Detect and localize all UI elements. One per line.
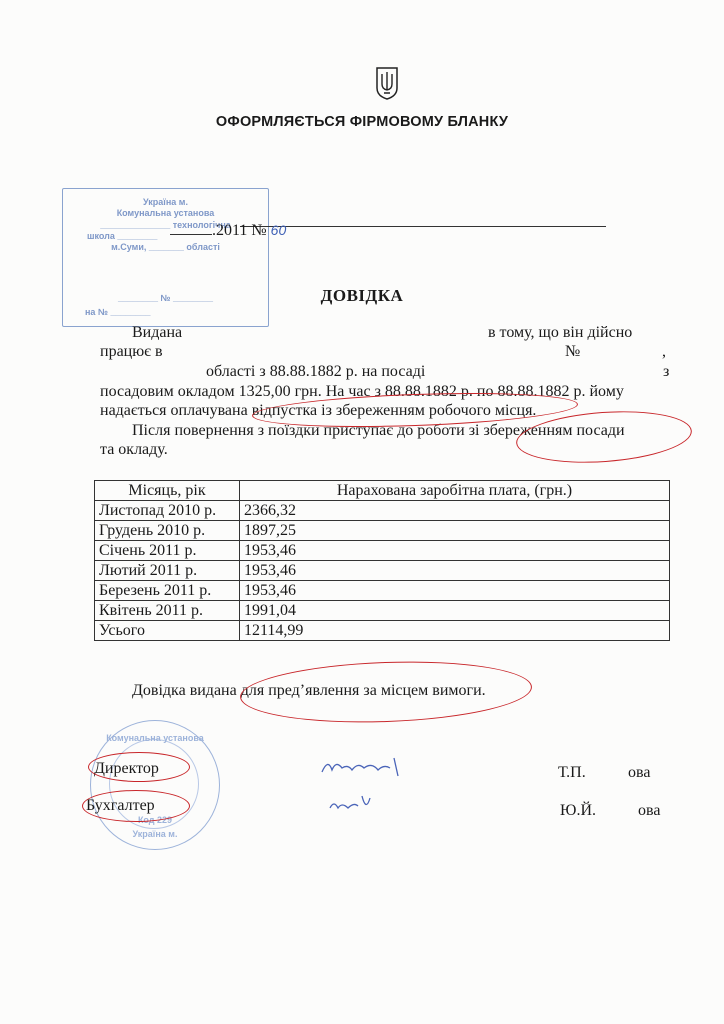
stamp-line: ________ № ________ bbox=[117, 293, 214, 303]
accountant-label: Бухгалтер bbox=[86, 797, 155, 814]
handwritten-number: 60 bbox=[270, 222, 287, 238]
month-cell: Грудень 2010 р. bbox=[95, 521, 240, 541]
seal-top-text: Комунальна установа bbox=[106, 733, 204, 743]
text-line: , bbox=[662, 343, 666, 360]
month-cell: Листопад 2010 р. bbox=[95, 501, 240, 521]
annotation-oval bbox=[239, 657, 533, 727]
table-header-row bbox=[95, 481, 670, 501]
text-line: з bbox=[663, 363, 670, 380]
month-cell: Квітень 2011 р. bbox=[95, 601, 240, 621]
amount-cell: 1953,46 bbox=[240, 561, 670, 581]
amount-cell: 1953,46 bbox=[240, 581, 670, 601]
table-row bbox=[95, 581, 670, 601]
purpose-text: Довідка видана для пред’явлення за місцем вимоги. bbox=[132, 682, 486, 699]
stamp-line: на № ________ bbox=[85, 307, 151, 317]
stamp-line: Комунальна установа bbox=[116, 208, 215, 218]
stamp-line: школа ________ bbox=[87, 231, 158, 241]
salary-table bbox=[94, 480, 670, 641]
date-year: .2011 bbox=[212, 222, 248, 239]
column-header: Нарахована заробітна плата, (грн.) bbox=[240, 481, 670, 501]
amount-cell: 1897,25 bbox=[240, 521, 670, 541]
table-row bbox=[95, 541, 670, 561]
amount-cell: 2366,32 bbox=[240, 501, 670, 521]
director-signature bbox=[318, 752, 408, 782]
text-line: № bbox=[565, 343, 581, 360]
table-row bbox=[95, 501, 670, 521]
text-line: Після повернення з поїздки приступає до роботи зі збереженням посади bbox=[132, 422, 625, 439]
amount-cell: 1991,04 bbox=[240, 601, 670, 621]
text-line: надається оплачувана відпустка із збереженням робочого місця. bbox=[100, 402, 537, 419]
date-number-line bbox=[170, 222, 286, 240]
trident-emblem-icon bbox=[374, 66, 400, 100]
director-initials: Т.П. bbox=[558, 764, 586, 781]
text-line: Видана bbox=[132, 324, 183, 341]
accountant-initials: Ю.Й. bbox=[560, 802, 596, 819]
seal-bottom-text: Україна м. bbox=[132, 829, 178, 839]
column-header: Місяць, рік bbox=[95, 481, 240, 501]
table-row bbox=[95, 601, 670, 621]
table-row bbox=[95, 521, 670, 541]
text-line: області з 88.88.1882 р. на посаді bbox=[206, 363, 426, 380]
round-seal bbox=[90, 720, 220, 850]
stamp-line: Україна м. bbox=[143, 197, 188, 207]
amount-cell: 12114,99 bbox=[240, 621, 670, 641]
number-label: № bbox=[251, 222, 267, 239]
amount-cell: 1953,46 bbox=[240, 541, 670, 561]
text-line: та окладу. bbox=[100, 441, 168, 458]
seal-code: Код 229 bbox=[137, 815, 173, 825]
table-row bbox=[95, 621, 670, 641]
month-cell: Січень 2011 р. bbox=[95, 541, 240, 561]
letterhead-title: ОФОРМЛЯЄТЬСЯ ФІРМОВОМУ БЛАНКУ bbox=[215, 114, 509, 130]
stamp-line: ______________ технологічна bbox=[100, 220, 231, 230]
annotation-oval bbox=[82, 790, 190, 822]
month-cell: Усього bbox=[95, 621, 240, 641]
annotation-oval bbox=[88, 752, 190, 782]
text-line: в тому, що він дійсно bbox=[488, 324, 633, 341]
text-line: працює в bbox=[100, 343, 163, 360]
header-rule bbox=[240, 226, 606, 227]
month-cell: Березень 2011 р. bbox=[95, 581, 240, 601]
director-label: Директор bbox=[94, 760, 159, 777]
table-row bbox=[95, 561, 670, 581]
director-surname: ова bbox=[628, 764, 651, 781]
accountant-signature bbox=[326, 790, 386, 818]
registration-stamp bbox=[62, 188, 269, 327]
text-line: посадовим окладом 1325,00 грн. На час з 88.88.1882 р. по 88.88.1882 р. йому bbox=[100, 383, 624, 400]
document-title: ДОВІДКА bbox=[320, 286, 404, 305]
accountant-surname: ова bbox=[638, 802, 661, 819]
stamp-line: м.Суми, _______ області bbox=[111, 242, 220, 252]
month-cell: Лютий 2011 р. bbox=[95, 561, 240, 581]
